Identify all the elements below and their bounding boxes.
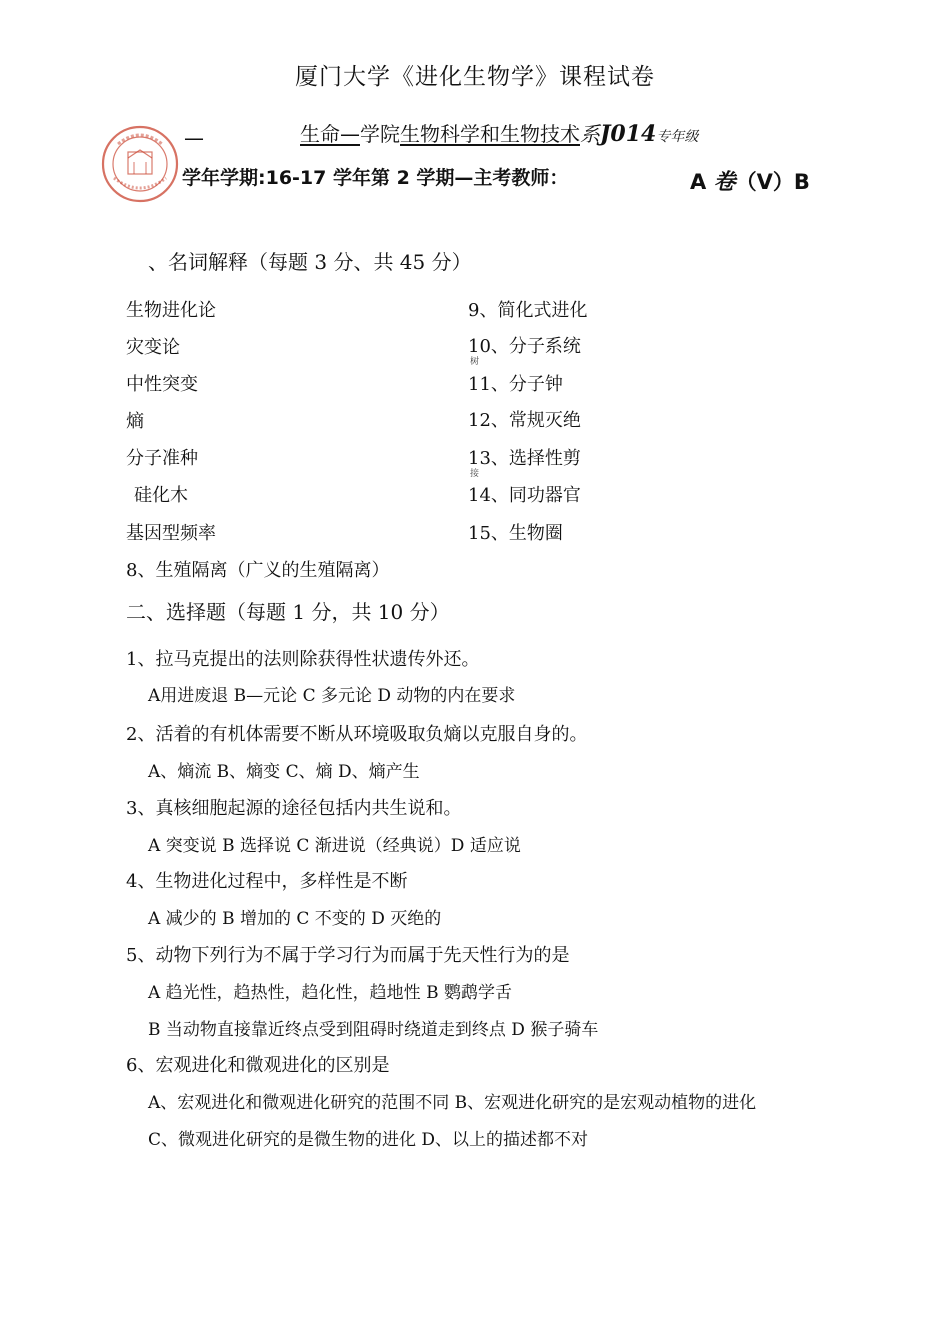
question: 3、真核细胞起源的途径包括内共生说和。 [126, 798, 462, 819]
question: 6、宏观进化和微观进化的区别是 [126, 1055, 390, 1076]
dept-part3: 生物科学和生物技术 [400, 122, 580, 146]
term-item: 8、生殖隔离（广义的生殖隔离） [126, 560, 390, 581]
question: 4、生物进化过程中，多样性是不断 [126, 871, 408, 892]
term-item: 硅化木 [134, 485, 188, 506]
term-item: 生物进化论 [126, 300, 216, 321]
term-item: 10、分子系统 [468, 336, 581, 357]
dept-part1: 生命 [300, 122, 340, 146]
term-item: 灾变论 [126, 337, 180, 358]
section2-heading: 二、选择题（每题 1 分，共 10 分） [126, 600, 450, 624]
overflow-mark: 树 [470, 357, 480, 367]
question-options: A 突变说 B 选择说 C 渐进说（经典说）D 适应说 [148, 836, 521, 856]
term-item: 12、常规灭绝 [468, 410, 581, 431]
paper-type [690, 165, 810, 196]
question-options: A用进废退 B—元论 C 多元论 D 动物的内在要求 [148, 686, 516, 706]
question-options: A 减少的 B 增加的 C 不变的 D 灭绝的 [148, 909, 442, 929]
dept-part2: 学院 [360, 122, 400, 146]
header-dash: — [184, 126, 204, 150]
department-line [300, 118, 698, 147]
term-item: 基因型频率 [126, 523, 216, 544]
question: 5、动物下列行为不属于学习行为而属于先天性行为的是 [126, 945, 570, 966]
question-options: C、微观进化研究的是微生物的进化 D、以上的描述都不对 [148, 1130, 589, 1150]
paper-a: A [690, 170, 707, 194]
term-item: 13、选择性剪 [468, 448, 581, 469]
dept-code: J014 [600, 121, 657, 147]
exam-title: 厦门大学《进化生物学》课程试卷 [295, 64, 655, 90]
university-seal-icon [100, 124, 180, 204]
question: 2、活着的有机体需要不断从环境吸取负熵以克服自身的。 [126, 724, 588, 745]
term-item: 分子准种 [126, 448, 198, 469]
question: 1、拉马克提出的法则除获得性状遗传外还。 [126, 649, 480, 670]
term-item: 熵 [126, 411, 144, 432]
dept-dash: — [340, 122, 360, 146]
term-item: 9、简化式进化 [468, 300, 588, 321]
question-options: A 趋光性，趋热性，趋化性，趋地性 B 鹦鹉学舌 [148, 983, 512, 1003]
term-item: 中性突变 [126, 374, 198, 395]
term-item: 11、分子钟 [468, 374, 563, 395]
paper-v: （V）B [735, 170, 810, 194]
section1-heading: 、名词解释（每题 3 分、共 45 分） [148, 250, 472, 274]
dept-part4: 系 [580, 122, 600, 146]
paper-juan: 卷 [713, 169, 736, 195]
term-item: 15、生物圈 [468, 523, 563, 544]
question-options: A、熵流 B、熵变 C、熵 D、熵产生 [148, 762, 420, 782]
question-options: B 当动物直接靠近终点受到阻碍时绕道走到终点 D 猴子骑车 [148, 1020, 599, 1040]
term-item: 14、同功器官 [468, 485, 581, 506]
dept-suffix: 专年级 [656, 129, 699, 145]
term-line: 学年学期:16-17 学年第 2 学期—主考教师： [182, 167, 569, 189]
question-options: A、宏观进化和微观进化研究的范围不同 B、宏观进化研究的是宏观动植物的进化 [148, 1093, 757, 1113]
overflow-mark: 接 [470, 469, 480, 479]
